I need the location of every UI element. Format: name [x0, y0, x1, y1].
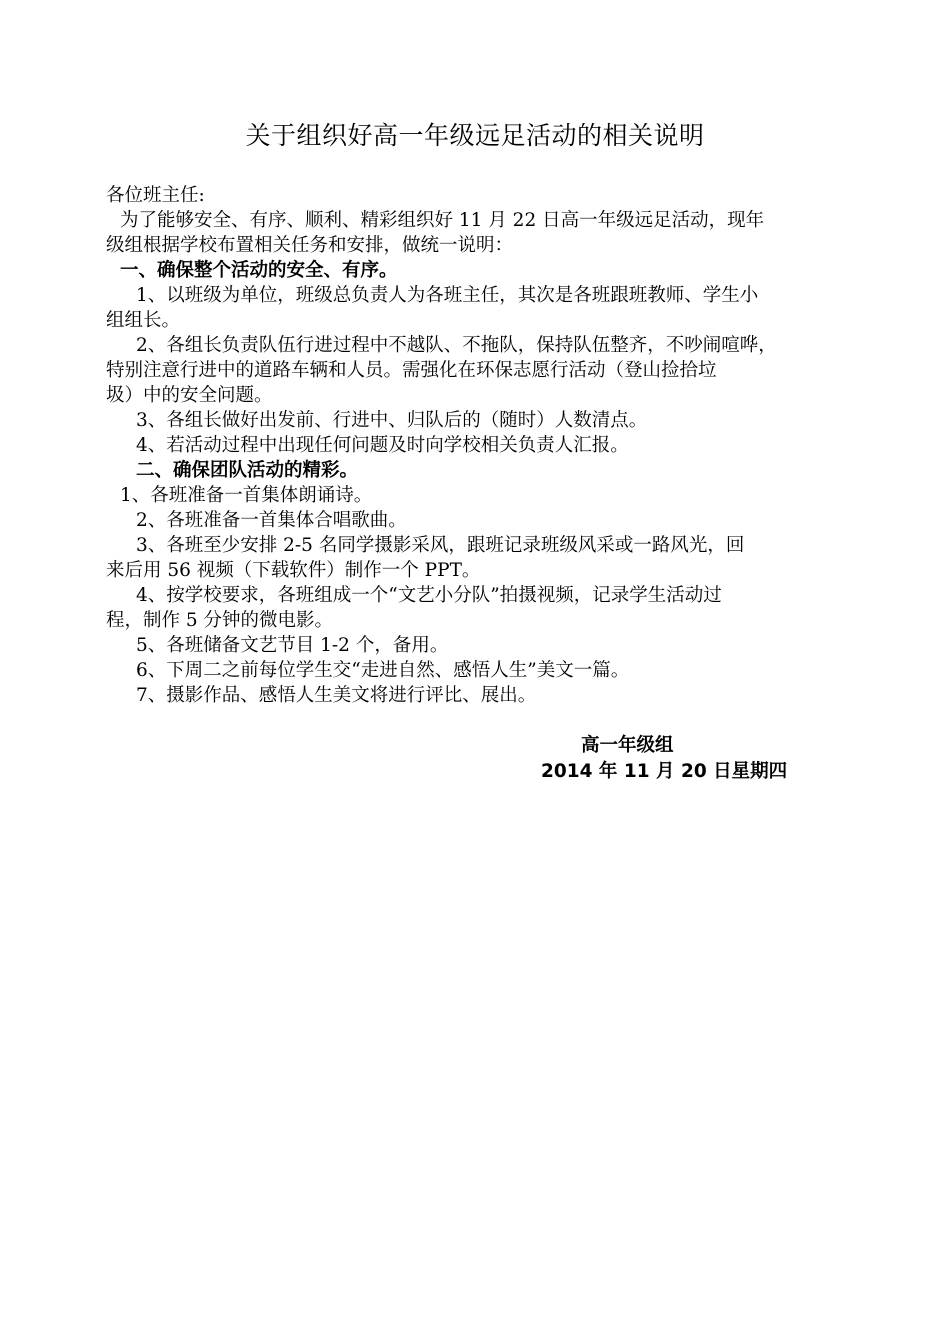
section2-heading: 二、确保团队活动的精彩。 — [136, 460, 359, 481]
list-item: 2、各组长负责队伍行进过程中不越队、不拖队，保持队伍整齐，不吵闹喧哗， — [136, 335, 777, 356]
list-item-continuation: 组组长。 — [106, 310, 181, 331]
list-item: 4、按学校要求，各班组成一个“文艺小分队”拍摄视频，记录学生活动过 — [136, 585, 722, 606]
list-item: 3、各班至少安排 2-5 名同学摄影采风，跟班记录班级风采或一路风光，回 — [136, 535, 745, 556]
signature-org: 高一年级组 — [581, 735, 674, 756]
list-item: 5、各班储备文艺节目 1-2 个，备用。 — [136, 635, 449, 656]
list-item: 7、摄影作品、感悟人生美文将进行评比、展出。 — [136, 685, 537, 706]
list-item: 1、以班级为单位，班级总负责人为各班主任，其次是各班跟班教师、学生小 — [136, 285, 759, 306]
section1-heading: 一、确保整个活动的安全、有序。 — [120, 260, 398, 281]
salutation: 各位班主任: — [106, 185, 205, 206]
list-item: 6、下周二之前每位学生交“走进自然、感悟人生”美文一篇。 — [136, 660, 630, 681]
document-title: 关于组织好高一年级远足活动的相关说明 — [245, 121, 705, 150]
intro-line: 为了能够安全、有序、顺利、精彩组织好 11 月 22 日高一年级远足活动，现年 — [120, 210, 765, 231]
list-item-continuation: 特别注意行进中的道路车辆和人员。需强化在环保志愿行活动（登山捡拾垃 — [106, 360, 717, 381]
list-item-continuation: 程，制作 5 分钟的微电影。 — [106, 610, 334, 631]
signature-date: 2014 年 11 月 20 日星期四 — [541, 761, 788, 782]
intro-line: 级组根据学校布置相关任务和安排，做统一说明： — [106, 235, 514, 256]
document-body — [106, 183, 856, 708]
list-item: 1、各班准备一首集体朗诵诗。 — [120, 485, 373, 506]
list-item-continuation: 来后用 56 视频（下载软件）制作一个 PPT。 — [106, 560, 481, 581]
list-item-continuation: 圾）中的安全问题。 — [106, 385, 273, 406]
list-item: 2、各班准备一首集体合唱歌曲。 — [136, 510, 407, 531]
list-item: 3、各组长做好出发前、行进中、归队后的（随时）人数清点。 — [136, 410, 648, 431]
list-item: 4、若活动过程中出现任何问题及时向学校相关负责人汇报。 — [136, 435, 629, 456]
